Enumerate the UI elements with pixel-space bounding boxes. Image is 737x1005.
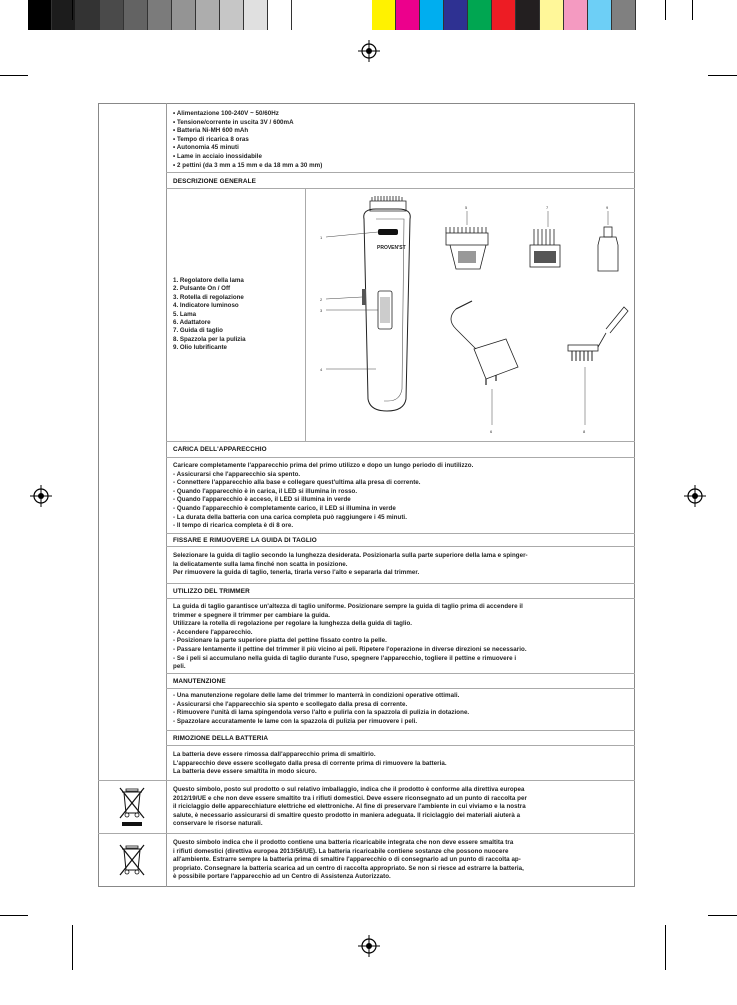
- callout-8: 8: [583, 429, 586, 434]
- color-swatch: [244, 0, 268, 30]
- color-swatch: [220, 0, 244, 30]
- text-line: i rifiuti domestici (direttiva europea 2013/56/UE). La batteria ricaricabile contiene sostanze che possono nuocere: [173, 847, 509, 855]
- text-line: - Passare lentamente il pettine del trimmer il più vicino ai peli. Ripetere l'operazione in diverse direzioni se necessario.: [173, 645, 527, 653]
- text-line: - Quando l'apparecchio è in carica, il LED si illumina in rosso.: [173, 487, 358, 495]
- text-line: la delicatamente sulla lama finché non scatta in posizione.: [173, 560, 348, 568]
- text-line: 2012/19/UE e che non deve essere smaltito tra i rifiuti domestici. Deve essere riconsegnato ad un punto di raccolta per: [173, 794, 527, 802]
- callout-6: 6: [490, 429, 493, 434]
- text-line: è possibile portare l'apparecchio ad un Centro di Assistenza Autorizzato.: [173, 873, 391, 881]
- spec-item: • Batteria Ni-MH 600 mAh: [173, 127, 249, 135]
- text-line: - Rimuovere l'unità di lama spingendola verso l'alto e pulirla con la spazzola di pulizia in dotazione.: [173, 709, 470, 717]
- text-line: - Assicurarsi che l'apparecchio sia spento e scollegato dalla presa di corrente.: [173, 700, 408, 708]
- battery-text: [173, 751, 628, 777]
- spec-item: • Tensione/corrente in uscita 3V / 600mA: [173, 118, 294, 126]
- text-line: - Se i peli si accumulano nella guida di taglio durante l'uso, spegnere l'apparecchio, togliere il pettine e rimuovere i: [173, 654, 517, 662]
- color-swatch: [372, 0, 396, 30]
- color-swatch: [196, 0, 220, 30]
- color-swatch: [28, 0, 52, 30]
- maintenance-text: [173, 692, 628, 726]
- text-line: Questo simbolo, posto sul prodotto o sul relativo imballaggio, indica che il prodotto è conforme alla direttiva europea: [173, 786, 525, 793]
- part-item: 8. Spazzola per la pulizia: [173, 335, 246, 343]
- part-item: 3. Rotella di regolazione: [173, 293, 244, 301]
- color-swatch: [588, 0, 612, 30]
- text-line: La guida di taglio garantisce un'altezza di taglio uniforme. Posizionare sempre la guida di taglio prima di accendere il: [173, 603, 523, 610]
- text-line: salute, è necessario assicurarsi di smaltire questo prodotto in maniera adeguata. Il riciclaggio dei materiali aiuterà a: [173, 811, 521, 819]
- spec-item: • Alimentazione 100-240V ~ 50/60Hz: [173, 110, 279, 117]
- section-heading-maintenance: MANUTENZIONE: [173, 678, 226, 685]
- parts-list: [173, 277, 246, 353]
- blade-drawing: [446, 227, 488, 269]
- brand-label: PROVEN'ST: [377, 245, 406, 251]
- text-line: La batteria deve essere rimossa dall'apparecchio prima di smaltirlo.: [173, 751, 376, 758]
- text-line: - Posizionare la parte superiore piatta del pettine fissato contro la pelle.: [173, 637, 387, 645]
- registration-mark-top: [358, 40, 380, 62]
- guide-comb-drawing: [530, 229, 560, 267]
- text-line: Questo simbolo indica che il prodotto contiene una batteria ricaricabile integrata che non deve essere smaltita tra: [173, 839, 514, 846]
- spec-item: • 2 pettini (da 3 mm a 15 mm e da 18 mm a 30 mm): [173, 161, 323, 169]
- text-line: il riciclaggio delle apparecchiature elettriche ed elettroniche. Al fine di preservare l'ambiente in cui viviamo e la nostra: [173, 803, 526, 811]
- color-swatch: [492, 0, 516, 30]
- oil-bottle-drawing: [598, 227, 618, 271]
- color-swatch: [516, 0, 540, 30]
- callout-3: 3: [320, 308, 323, 313]
- callout-9: 9: [606, 205, 609, 210]
- color-swatch: [612, 0, 636, 30]
- color-swatch: [540, 0, 564, 30]
- text-line: - Assicurarsi che l'apparecchio sia spento.: [173, 470, 301, 478]
- text-line: trimmer e spegnere il trimmer per cambiare la guida.: [173, 611, 331, 619]
- text-line: La batteria deve essere smaltita in modo sicuro.: [173, 768, 317, 776]
- color-swatch: [396, 0, 420, 30]
- color-swatch: [100, 0, 124, 30]
- trimmer-body: [362, 196, 410, 411]
- color-swatch: [124, 0, 148, 30]
- color-swatch: [172, 0, 196, 30]
- section-heading-charging: CARICA DELL'APPARECCHIO: [173, 446, 267, 453]
- specs-list: [173, 110, 628, 170]
- callout-2: 2: [320, 297, 323, 302]
- color-swatch: [468, 0, 492, 30]
- callout-7: 7: [546, 205, 549, 210]
- color-swatch: [564, 0, 588, 30]
- section-heading-battery: RIMOZIONE DELLA BATTERIA: [173, 735, 269, 742]
- color-swatch: [148, 0, 172, 30]
- spec-item: • Lame in acciaio inossidabile: [173, 152, 262, 160]
- text-line: - Spazzolare accuratamente le lame con la spazzola di pulizia per rimuovere i peli.: [173, 717, 418, 725]
- color-swatch: [76, 0, 100, 30]
- spec-item: • Tempo di ricarica 8 oras: [173, 135, 249, 143]
- text-line: - Connettere l'apparecchio alla base e collegare quest'ultima alla presa di corrente.: [173, 479, 421, 487]
- part-item: 5. Lama: [173, 310, 197, 318]
- text-line: - Il tempo di ricarica completa è di 8 ore.: [173, 522, 294, 530]
- registration-mark-left: [30, 485, 52, 507]
- left-column-divider: [166, 103, 167, 887]
- color-swatch: [268, 0, 292, 30]
- part-item: 9. Olio lubrificante: [173, 344, 227, 352]
- product-illustration: [306, 189, 634, 440]
- callout-5: 5: [465, 205, 468, 210]
- section-heading-usage: UTILIZZO DEL TRIMMER: [173, 588, 250, 595]
- part-item: 6. Adattatore: [173, 319, 211, 327]
- charging-text: [173, 462, 628, 531]
- registration-mark-bottom: [358, 935, 380, 957]
- text-line: - Quando l'apparecchio è completamente carico, il LED si illumina in verde: [173, 504, 396, 512]
- battery-disposal-text: [173, 839, 628, 882]
- text-line: - Accendere l'apparecchio.: [173, 628, 253, 636]
- section-heading-general: DESCRIZIONE GENERALE: [173, 178, 256, 185]
- callout-1: 1: [320, 235, 323, 240]
- text-line: all'ambiente. Estrarre sempre la batteria prima di smaltire l'apparecchio o di consegnarlo ad un punto di raccolta ap-: [173, 856, 521, 864]
- spec-item: • Autonomia 45 minuti: [173, 144, 239, 152]
- battery-disposal-bin-icon: [118, 843, 146, 877]
- brush-drawing: [568, 307, 628, 361]
- text-line: Utilizzare la rotella di regolazione per regolare la lunghezza della guida di taglio.: [173, 620, 413, 628]
- text-line: - Quando l'apparecchio è acceso, il LED si illumina in verde: [173, 496, 351, 504]
- registration-mark-right: [684, 485, 706, 507]
- guide-text: [173, 552, 628, 578]
- section-heading-guide: FISSARE E RIMUOVERE LA GUIDA DI TAGLIO: [173, 537, 317, 544]
- part-item: 7. Guida di taglio: [173, 327, 223, 335]
- text-line: Caricare completamente l'apparecchio prima del primo utilizzo e dopo un lungo periodo di inutilizzo.: [173, 462, 474, 469]
- text-line: propriato. Consegnare la batteria scarica ad un centro di raccolta appropriato. Se non si riesce ad estrarre la batteria,: [173, 864, 524, 872]
- text-line: Selezionare la guida di taglio secondo la lunghezza desiderata. Posizionarla sulla parte superiore della lama e spinger-: [173, 552, 528, 559]
- text-line: - La durata della batteria con una carica completa può raggiungere i 45 minuti.: [173, 513, 407, 521]
- text-line: conservare le risorse naturali.: [173, 820, 263, 828]
- weee-text: [173, 786, 628, 829]
- color-swatch: [444, 0, 468, 30]
- part-item: 2. Pulsante On / Off: [173, 285, 231, 293]
- part-item: 4. Indicatore luminoso: [173, 302, 239, 310]
- color-swatch: [420, 0, 444, 30]
- weee-bin-icon: [118, 786, 146, 828]
- text-line: - Una manutenzione regolare delle lame del trimmer lo manterrà in condizioni operative ottimali.: [173, 692, 460, 699]
- usage-text: [173, 603, 628, 672]
- text-line: L'apparecchio deve essere scollegato dalla presa di corrente prima di rimuovere la batteria.: [173, 759, 447, 767]
- adapter-drawing: [451, 301, 518, 385]
- callout-4: 4: [320, 367, 323, 372]
- part-item: 1. Regolatore della lama: [173, 277, 244, 284]
- text-line: peli.: [173, 663, 186, 671]
- text-line: Per rimuovere la guida di taglio, tenerla, tirarla verso l'alto e separarla dal trimmer.: [173, 569, 420, 577]
